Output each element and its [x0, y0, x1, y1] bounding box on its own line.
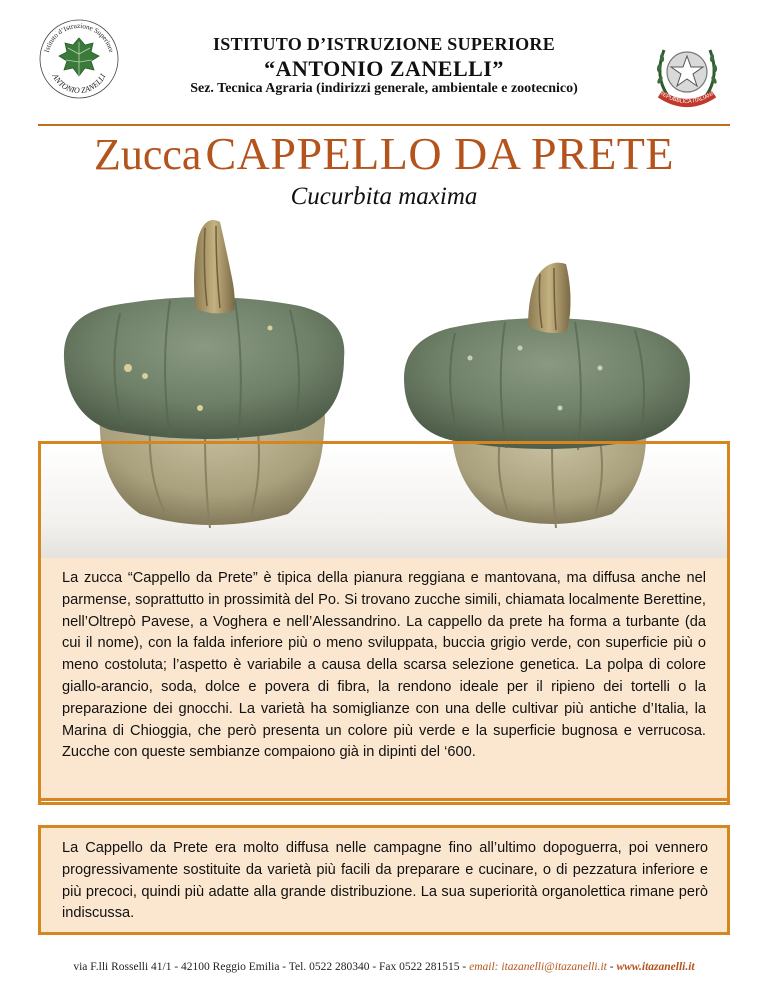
footer-website[interactable]: www.itazanelli.it	[616, 961, 695, 973]
institute-name: “ANTONIO ZANELLI”	[264, 56, 504, 81]
institute-section: Sez. Tecnica Agraria (indirizzi generale, ambientale e zootecnico)	[190, 81, 578, 96]
svg-text:Istituto d’Istruzione Superior: Istituto d’Istruzione Superiore	[42, 21, 116, 54]
svg-text:ANTONIO ZANELLI: ANTONIO ZANELLI	[50, 72, 108, 96]
header-divider	[38, 124, 730, 126]
footer	[0, 961, 768, 973]
footer-address: via F.lli Rosselli 41/1 - 42100 Reggio Emilia - Tel. 0522 280340 - Fax 0522 281515 -	[73, 961, 470, 973]
page-title	[0, 127, 768, 180]
latin-name: Cucurbita maxima	[290, 183, 478, 210]
history-paragraph: La Cappello da Prete era molto diffusa nelle campagne fino all’ultimo dopoguerra, poi vennero progressivamente sostituite da varietà più facili da preparare e cucinare, o di pezzatura inferiore e più precoci, quindi più adatte alla grande distribuzione. La sua superiorità organolettica rimane però indiscussa.	[62, 840, 708, 922]
footer-email[interactable]: email: itazanelli@itazanelli.it	[469, 961, 607, 973]
description-paragraph: La zucca “Cappello da Prete” è tipica della pianura reggiana e mantovana, ma diffusa anche nel parmense, soprattutto in prossimità del Po. Si trovano zucche simili, chiamata localmente Berettine, nell’Oltrepò Pavese, a Voghera e nell’Alessandrino. La cappello da prete ha forma a turbante (da cui il nome), con la falda inferiore più o meno sviluppata, buccia grigio verde, con superficie più o meno costoluta; l’aspetto è variabile a causa della scarsa selezione genetica. La polpa di colore giallo-arancio, soda, dolce e povera di fibra, la rendono ideale per il ripieno dei tortelli o la preparazione dei gnocchi. La varietà ha somiglianze con una delle cultivar più antiche d’Italia, la Marina di Chioggia, che però presenta un colore più verde e la superficie bugnosa e verrucosa. Zucche con queste sembianze compaiono già in dipinti del ‘600.	[62, 570, 706, 761]
header	[0, 0, 768, 120]
institute-line-1: ISTITUTO D’ISTRUZIONE SUPERIORE	[212, 34, 556, 54]
italian-republic-emblem	[648, 36, 726, 110]
footer-separator: -	[606, 961, 617, 973]
title-variety-name: CAPPELLO DA PRETE	[205, 128, 674, 179]
svg-text:REPUBBLICA ITALIANA: REPUBBLICA ITALIANA	[657, 89, 717, 106]
title-word-zucca: Zucca	[93, 130, 202, 179]
